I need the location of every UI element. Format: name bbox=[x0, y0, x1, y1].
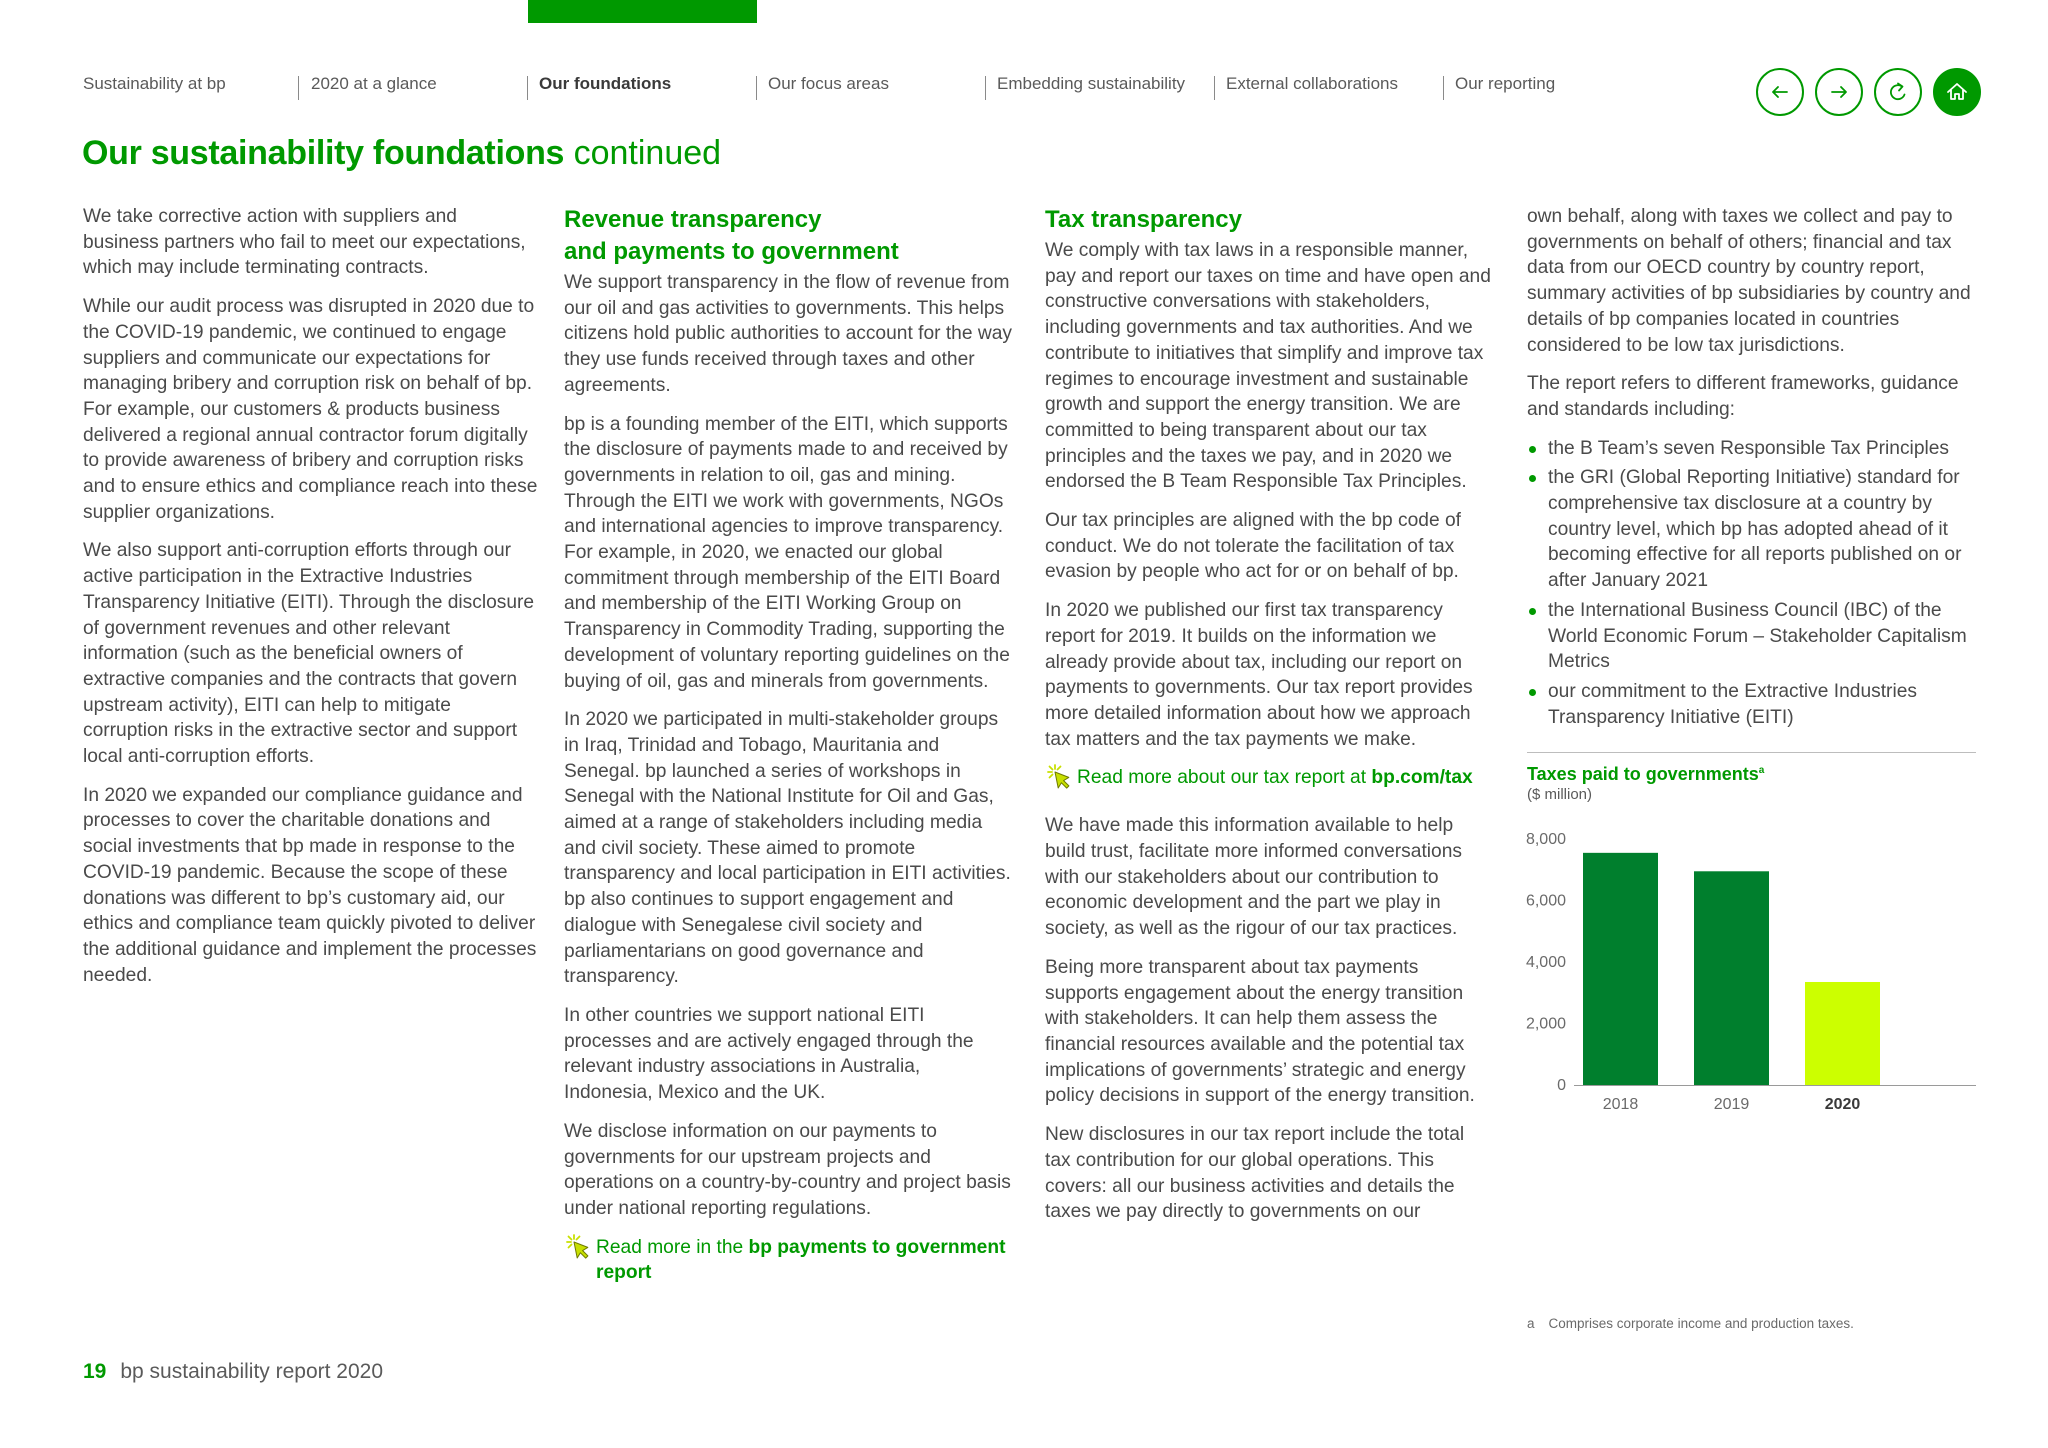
page-footer bbox=[83, 1360, 383, 1384]
nav-item-our-foundations[interactable]: Our foundations bbox=[539, 74, 672, 93]
readmore-prefix: Read more in the bbox=[596, 1236, 749, 1258]
column-4 bbox=[1527, 204, 1977, 750]
section-heading-revenue-transparency bbox=[564, 204, 1014, 268]
chart-title bbox=[1527, 764, 1764, 785]
paragraph: In 2020 we participated in multi-stakeholder groups in Iraq, Trinidad and Tobago, Mauritania and Senegal. bp launched a series of workshops in Senegal with the National Institute for Oil and Gas, aimed at a range of stakeholders including media and civil society. These aimed to promote transparency and local participation in EITI activities. bp also continues to support engagement and dialogue with Senegalese civil society and parliamentarians on good governance and transparency. bbox=[564, 709, 1011, 988]
column-2 bbox=[564, 204, 1014, 1299]
section-heading-tax-transparency: Tax transparency bbox=[1045, 206, 1242, 233]
y-tick-label: 2,000 bbox=[1525, 1015, 1566, 1033]
frameworks-list bbox=[1527, 436, 1977, 731]
paragraph: The report refers to different frameworks, guidance and standards including: bbox=[1527, 373, 1959, 420]
y-tick-label: 0 bbox=[1557, 1077, 1566, 1094]
paragraph: We take corrective action with suppliers and business partners who fail to meet our expectations, which may include terminating contracts. bbox=[83, 206, 526, 279]
nav-separator bbox=[298, 76, 299, 100]
paragraph: In 2020 we expanded our compliance guidance and processes to cover the charitable donations and social investments that bp made in response to the COVID-19 pandemic. Because the scope of these donations was different to bp’s customary aid, our ethics and compliance team quickly pivoted to deliver the additional guidance and implement the processes needed. bbox=[83, 784, 537, 986]
bar-2018 bbox=[1583, 853, 1658, 1085]
top-accent-bar bbox=[528, 0, 757, 23]
readmore-payments-report-link[interactable] bbox=[564, 1235, 1014, 1286]
page-title-main: Our sustainability foundations bbox=[82, 134, 565, 172]
paragraph: We support transparency in the flow of revenue from our oil and gas activities to governments. This helps citizens hold public authorities to account for the way they use funds received through taxes and other agreements. bbox=[564, 272, 1012, 396]
paragraph: bp is a founding member of the EITI, which supports the disclosure of payments made to and received by governments in relation to oil, gas and mining. Through the EITI we work with governments, NGOs and international agencies to improve transparency. For example, in 2020, we enacted our global commitment through membership of the EITI Board and membership of the EITI Working Group on Transparency in Commodity Trading, supporting the development of voluntary reporting guidelines on the buying of oil, gas and minerals from governments. bbox=[564, 413, 1010, 692]
nav-item-sustainability-at-bp[interactable]: Sustainability at bp bbox=[83, 74, 226, 93]
home-button[interactable] bbox=[1933, 68, 1981, 116]
paragraph: own behalf, along with taxes we collect and pay to governments on behalf of others; financial and tax data from our OECD country by country report, summary activities of bp subsidiaries by country and details of bp companies located in countries considered to be low tax jurisdictions. bbox=[1527, 206, 1971, 356]
list-item: the GRI (Global Reporting Initiative) standard for comprehensive tax disclosure at a country by country level, which bp has adopted ahead of it becoming effective for all reports published on or after January 2021 bbox=[1527, 465, 1977, 594]
report-title: bp sustainability report 2020 bbox=[120, 1360, 384, 1383]
chart-subtitle: ($ million) bbox=[1527, 786, 1593, 803]
nav-separator bbox=[1214, 76, 1215, 100]
list-item: the International Business Council (IBC) of the World Economic Forum – Stakeholder Capitalism Metrics bbox=[1527, 598, 1977, 675]
back-arrow-icon bbox=[1767, 79, 1793, 105]
footnote-marker: a bbox=[1527, 1316, 1535, 1331]
forward-button[interactable] bbox=[1815, 68, 1863, 116]
paragraph: We disclose information on our payments to governments for our upstream projects and operations on a country-by-country and project basis under national reporting regulations. bbox=[564, 1120, 1011, 1219]
taxes-bar-chart bbox=[1510, 815, 1980, 1125]
x-tick-label: 2018 bbox=[1602, 1096, 1639, 1113]
x-tick-label: 2019 bbox=[1713, 1096, 1750, 1113]
column-3 bbox=[1045, 204, 1495, 1238]
chart-title-footnote-marker: a bbox=[1758, 765, 1765, 776]
heading-line: and payments to government bbox=[564, 238, 899, 265]
nav-item-2020-at-a-glance[interactable]: 2020 at a glance bbox=[311, 74, 437, 93]
cursor-click-icon bbox=[564, 1233, 594, 1263]
chart-title-text: Taxes paid to governments bbox=[1527, 764, 1759, 784]
refresh-button[interactable] bbox=[1874, 68, 1922, 116]
paragraph: New disclosures in our tax report include the total tax contribution for our global operations. This covers: all our business activities and details the taxes we pay directly to governments on our bbox=[1045, 1124, 1465, 1223]
chart-divider bbox=[1527, 752, 1976, 753]
heading-line: Revenue transparency bbox=[564, 206, 822, 233]
x-tick-label: 2020 bbox=[1824, 1096, 1861, 1113]
y-tick-label: 4,000 bbox=[1525, 954, 1566, 971]
nav-item-our-focus-areas[interactable]: Our focus areas bbox=[768, 74, 889, 93]
paragraph: In other countries we support national EITI processes and are actively engaged through the relevant industry associations in Australia, Indonesia, Mexico and the UK. bbox=[564, 1004, 974, 1104]
back-button[interactable] bbox=[1756, 68, 1804, 116]
readmore-link-text[interactable]: bp payments to government report bbox=[596, 1236, 1006, 1284]
chart-footnote bbox=[1527, 1316, 1854, 1331]
refresh-icon bbox=[1885, 79, 1911, 105]
paragraph: We also support anti-corruption efforts through our active participation in the Extractive Industries Transparency Initiative (EITI). Through the disclosure of government revenues and other relevant information (such as the beneficial owners of extractive companies and the contracts that govern upstream activity), EITI can help to mitigate corruption risks in the extractive sector and support local anti-corruption efforts. bbox=[83, 540, 535, 768]
readmore-link-text[interactable]: bp.com/tax bbox=[1371, 767, 1473, 789]
nav-separator bbox=[1443, 76, 1444, 100]
nav-item-embedding-sustainability[interactable]: Embedding sustainability bbox=[997, 74, 1186, 93]
readmore-prefix: Read more about our tax report at bbox=[1077, 767, 1372, 789]
paragraph: In 2020 we published our first tax transparency report for 2019. It builds on the information we already provide about tax, including our report on payments to governments. Our tax report provides more detailed information about how we approach tax matters and the tax payments we make. bbox=[1045, 600, 1473, 750]
nav-separator bbox=[756, 76, 757, 100]
paragraph: While our audit process was disrupted in 2020 due to the COVID-19 pandemic, we continued to engage suppliers and communicate our expectations for managing bribery and corruption risk on behalf of bp. For example, our customers & products business delivered a regional annual contractor forum digitally to provide awareness of bribery and corruption risks and to ensure ethics and compliance reach into these supplier organizations. bbox=[83, 296, 538, 523]
page-title bbox=[82, 132, 721, 174]
list-item: the B Team’s seven Responsible Tax Principles bbox=[1527, 436, 1977, 462]
readmore-tax-report-link[interactable] bbox=[1045, 765, 1495, 793]
paragraph: We comply with tax laws in a responsible manner, pay and report our taxes on time and have open and constructive conversations with stakeholders, including governments and tax authorities. And we contribute to initiatives that simplify and improve tax regimes to encourage investment and sustainable growth and support the energy transition. We are committed to being transparent about our tax principles and the taxes we pay, and in 2020 we endorsed the B Team Responsible Tax Principles. bbox=[1045, 240, 1491, 493]
bar-2019 bbox=[1694, 871, 1769, 1085]
cursor-click-icon bbox=[1045, 763, 1075, 793]
footnote-text: Comprises corporate income and production taxes. bbox=[1548, 1316, 1854, 1331]
paragraph: Our tax principles are aligned with the bp code of conduct. We do not tolerate the facilitation of tax evasion by people who act for or on behalf of bp. bbox=[1045, 510, 1461, 583]
page-title-suffix: continued bbox=[564, 134, 722, 172]
y-tick-label: 6,000 bbox=[1525, 892, 1566, 910]
column-1 bbox=[83, 204, 538, 1001]
home-icon bbox=[1944, 79, 1970, 105]
page-number: 19 bbox=[83, 1360, 107, 1383]
nav-separator bbox=[985, 76, 986, 100]
nav-separator bbox=[527, 76, 528, 100]
y-tick-label: 8,000 bbox=[1525, 831, 1566, 848]
nav-item-our-reporting[interactable]: Our reporting bbox=[1455, 74, 1556, 93]
paragraph: We have made this information available to help build trust, facilitate more informed conversations with our stakeholders about our contribution to economic development and the part we play in society, as well as the rigour of our tax practices. bbox=[1045, 815, 1462, 940]
bar-2020 bbox=[1805, 982, 1880, 1085]
nav-item-external-collaborations[interactable]: External collaborations bbox=[1226, 74, 1398, 93]
paragraph: Being more transparent about tax payments supports engagement about the energy transition with stakeholders. It can help them assess the financial resources available and the potential tax implications of governments’ strategic and energy policy decisions in support of the energy transition. bbox=[1045, 956, 1475, 1107]
list-item: our commitment to the Extractive Industries Transparency Initiative (EITI) bbox=[1527, 679, 1977, 730]
forward-arrow-icon bbox=[1826, 79, 1852, 105]
